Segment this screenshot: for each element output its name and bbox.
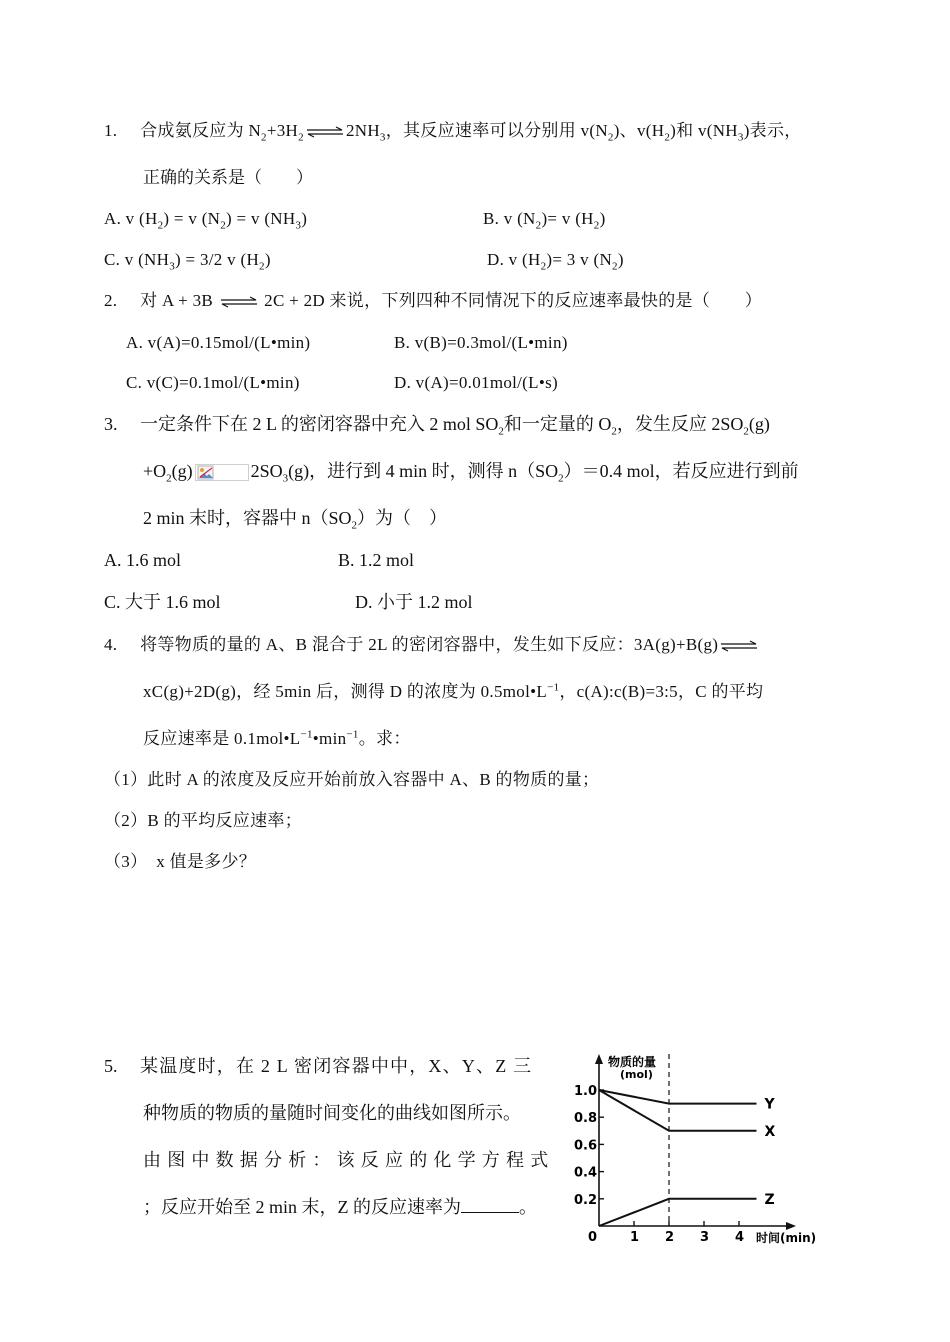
question-number: 1. [104, 121, 118, 140]
question-3-line-3: 2 min 末时，容器中 $n(SO_2)$为（ ） [143, 508, 448, 532]
question-4-line-1: 4. 将等物质的量的 A、B 混合于 2L 的密闭容器中，发生如下反应：3A(g)+B(g) [104, 633, 760, 657]
question-4-part-2: （2）B 的平均反应速率； [104, 811, 302, 830]
series-label-z: Z [764, 1191, 775, 1208]
x-tick-label: 1 [630, 1230, 640, 1245]
question-3-line-2: $+O_2(g)$ $2SO_3(g)$，进行到 4 min 时，测得 $n(SO_2)=0.4$ mol，若反应进行到前 [143, 461, 799, 485]
option-3c: C. 大于 1.6 mol [104, 592, 221, 612]
question-5-line-1: 5. 某温度时，在 2 L 密闭容器中中，X、Y、Z 三 [104, 1056, 533, 1076]
y-tick-label: 0.6 [574, 1138, 598, 1154]
series-line-z [599, 1199, 757, 1226]
question-4-line-3: 反应速率是 $0.1mol•L^{-1}•\min^{-1}$。求： [143, 728, 411, 748]
equilibrium-arrow-icon [306, 126, 344, 138]
y-tick-label: 1.0 [574, 1084, 598, 1099]
question-5-line-3: 由图中数据分析：该反应的化学方程式 [143, 1150, 555, 1170]
y-tick-label: 0.2 [574, 1192, 598, 1208]
question-4-part-3: （3） x 值是多少？ [104, 852, 257, 871]
x-axis-arrow-icon [786, 1222, 796, 1230]
amount-vs-time-chart [560, 1048, 830, 1248]
option-1b: B. v $(N_2)= v$ $(H_2)$ [483, 209, 606, 232]
question-number: 3. [104, 414, 118, 434]
option-3d: D. 小于 1.2 mol [355, 592, 473, 612]
question-1-line-1: 1. 合成氨反应为 $N_2+3H_2$ $2NH_3$，其反应速率可以分别用 $v(N_2)$、$v(H_2)$和 $v(NH_3)$表示， [104, 121, 802, 144]
y-axis-unit: (mol) [620, 1068, 653, 1081]
series-label-y: Y [764, 1096, 775, 1113]
question-number: 4. [104, 635, 118, 654]
question-4-part-1: （1）此时 A 的浓度及反应开始前放入容器中 A、B 的物质的量； [104, 770, 600, 789]
origin-label: 0 [588, 1230, 598, 1245]
question-1-line-2: 正确的关系是（ ） [143, 168, 313, 188]
x-axis-label: 时间(min) [756, 1231, 817, 1245]
option-3a: A. 1.6 mol [104, 550, 182, 570]
question-5-line-4: ；反应开始至 2 min 末，Z 的反应速率为 。 [143, 1197, 537, 1217]
question-5-line-2: 种物质的物质的量随时间变化的曲线如图所示。 [143, 1103, 521, 1123]
y-tick-label: 0.8 [574, 1111, 598, 1127]
option-1d: D. v $(H_2)= 3$ v $(N_2)$ [487, 250, 624, 273]
y-axis-label: 物质的量 [608, 1055, 657, 1069]
x-tick-label: 3 [700, 1230, 710, 1245]
option-2c: C. v(C)=0.1mol/(L•min) [126, 373, 300, 392]
x-tick-label: 2 [665, 1230, 675, 1245]
question-number: 2. [104, 291, 118, 310]
y-axis-arrow-icon [595, 1054, 603, 1064]
answer-blank[interactable] [461, 1196, 519, 1213]
question-number: 5. [104, 1056, 118, 1076]
y-tick-label: 0.4 [574, 1165, 598, 1181]
question-4-line-2: xC(g)+2D(g)，经 5min 后，测得 D 的浓度为 $0.5mol•L^{-1}$，c(A):c(B)=3:5，C 的平均 [143, 681, 764, 701]
equilibrium-arrow-icon [720, 640, 758, 652]
option-3b: B. 1.2 mol [338, 550, 415, 570]
x-tick-label: 4 [735, 1230, 745, 1245]
equilibrium-arrow-icon [220, 296, 258, 308]
option-2b: B. v(B)=0.3mol/(L•min) [394, 333, 568, 352]
option-1a: A. v $(H_2) = v$ $(N_2) = v$ $(NH_3)$ [104, 209, 308, 232]
series-line-y [599, 1090, 757, 1104]
option-1c: C. v $(NH_3) = 3/2$ v $(H_2)$ [104, 250, 271, 273]
question-3-line-1: 3. 一定条件下在 2 L 的密闭容器中充入 2 mol $SO_2$和一定量的 $O_2$，发生反应 $2SO_2(g)$ [104, 414, 770, 438]
series-line-x [599, 1090, 757, 1131]
broken-image-icon [195, 464, 249, 481]
option-2a: A. v(A)=0.15mol/(L•min) [126, 333, 311, 352]
option-2d: D. v(A)=0.01mol/(L•s) [394, 373, 558, 392]
series-label-x: X [764, 1123, 776, 1140]
question-2-line-1: 2. 对 A + 3B 2C + 2D 来说，下列四种不同情况下的反应速率最快的是（ ） [104, 291, 763, 310]
